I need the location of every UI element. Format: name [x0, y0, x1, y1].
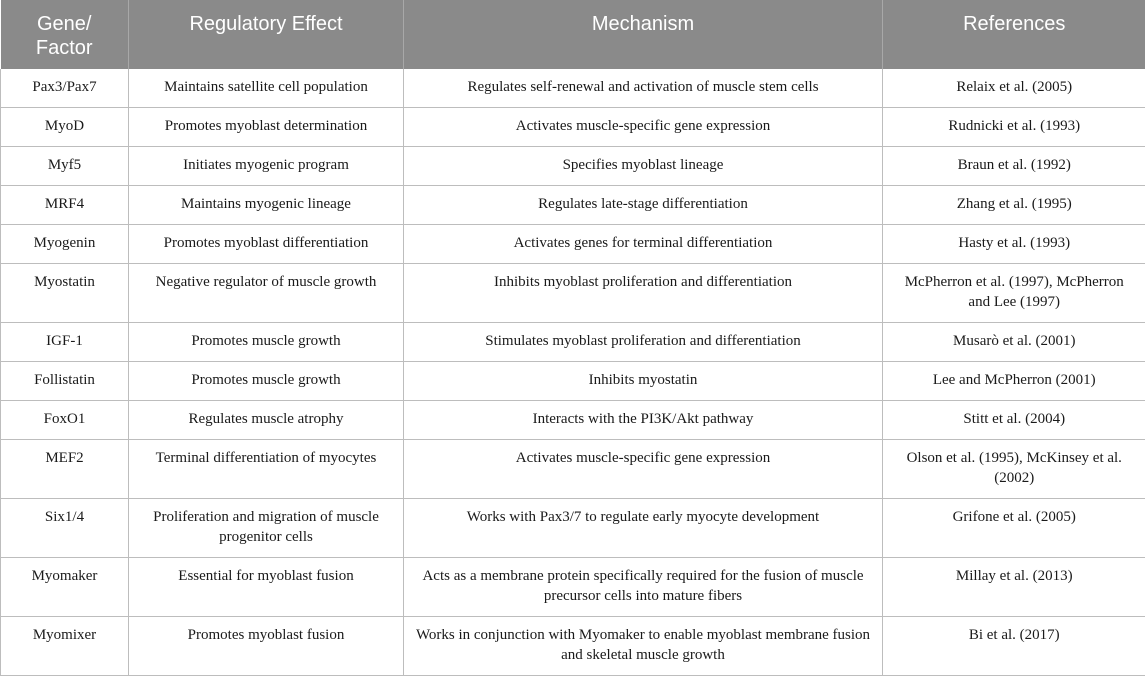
table-row: [1, 323, 1145, 362]
mechanism-cell: Activates genes for terminal differentiation: [404, 225, 883, 264]
references-cell: Rudnicki et al. (1993): [883, 108, 1145, 147]
header-references: References: [883, 0, 1145, 69]
table-row: [1, 108, 1145, 147]
gene-cell: Myostatin: [1, 264, 129, 323]
mechanism-cell: Acts as a membrane protein specifically required for the fusion of muscle precursor cells into mature fibers: [404, 558, 883, 617]
table-body: [1, 69, 1145, 676]
mechanism-cell: Regulates self-renewal and activation of muscle stem cells: [404, 69, 883, 108]
gene-cell: Pax3/Pax7: [1, 69, 129, 108]
effect-cell: Terminal differentiation of myocytes: [129, 440, 404, 499]
effect-cell: Maintains myogenic lineage: [129, 186, 404, 225]
gene-cell: IGF-1: [1, 323, 129, 362]
gene-cell: Follistatin: [1, 362, 129, 401]
gene-cell: MEF2: [1, 440, 129, 499]
table-row: [1, 264, 1145, 323]
mechanism-cell: Specifies myoblast lineage: [404, 147, 883, 186]
table-row: [1, 617, 1145, 676]
table-row: [1, 440, 1145, 499]
table-row: [1, 401, 1145, 440]
header-regulatory-effect: Regulatory Effect: [129, 0, 404, 69]
references-cell: Olson et al. (1995), McKinsey et al. (2002): [883, 440, 1145, 499]
mechanism-cell: Activates muscle-specific gene expression: [404, 440, 883, 499]
references-cell: Zhang et al. (1995): [883, 186, 1145, 225]
table-header: [1, 0, 1145, 69]
mechanism-cell: Works in conjunction with Myomaker to enable myoblast membrane fusion and skeletal muscle growth: [404, 617, 883, 676]
effect-cell: Regulates muscle atrophy: [129, 401, 404, 440]
effect-cell: Maintains satellite cell population: [129, 69, 404, 108]
gene-cell: Myomaker: [1, 558, 129, 617]
effect-cell: Promotes myoblast determination: [129, 108, 404, 147]
header-gene-factor: Gene/ Factor: [1, 0, 129, 69]
header-row: [1, 0, 1145, 69]
effect-cell: Promotes myoblast differentiation: [129, 225, 404, 264]
references-cell: Millay et al. (2013): [883, 558, 1145, 617]
references-cell: Grifone et al. (2005): [883, 499, 1145, 558]
effect-cell: Promotes muscle growth: [129, 362, 404, 401]
gene-cell: Myf5: [1, 147, 129, 186]
gene-cell: Myogenin: [1, 225, 129, 264]
effect-cell: Negative regulator of muscle growth: [129, 264, 404, 323]
references-cell: Stitt et al. (2004): [883, 401, 1145, 440]
table-row: [1, 225, 1145, 264]
table-row: [1, 558, 1145, 617]
mechanism-cell: Inhibits myostatin: [404, 362, 883, 401]
references-cell: Lee and McPherron (2001): [883, 362, 1145, 401]
gene-cell: Myomixer: [1, 617, 129, 676]
effect-cell: Initiates myogenic program: [129, 147, 404, 186]
table-row: [1, 499, 1145, 558]
gene-cell: FoxO1: [1, 401, 129, 440]
table-row: [1, 69, 1145, 108]
references-cell: Musarò et al. (2001): [883, 323, 1145, 362]
effect-cell: Promotes muscle growth: [129, 323, 404, 362]
mechanism-cell: Activates muscle-specific gene expression: [404, 108, 883, 147]
references-cell: Hasty et al. (1993): [883, 225, 1145, 264]
effect-cell: Proliferation and migration of muscle progenitor cells: [129, 499, 404, 558]
table-row: [1, 186, 1145, 225]
references-cell: Braun et al. (1992): [883, 147, 1145, 186]
references-cell: Relaix et al. (2005): [883, 69, 1145, 108]
effect-cell: Essential for myoblast fusion: [129, 558, 404, 617]
mechanism-cell: Interacts with the PI3K/Akt pathway: [404, 401, 883, 440]
header-mechanism: Mechanism: [404, 0, 883, 69]
effect-cell: Promotes myoblast fusion: [129, 617, 404, 676]
mechanism-cell: Inhibits myoblast proliferation and differentiation: [404, 264, 883, 323]
gene-cell: MyoD: [1, 108, 129, 147]
mechanism-cell: Stimulates myoblast proliferation and differentiation: [404, 323, 883, 362]
mechanism-cell: Works with Pax3/7 to regulate early myocyte development: [404, 499, 883, 558]
references-cell: Bi et al. (2017): [883, 617, 1145, 676]
gene-cell: Six1/4: [1, 499, 129, 558]
mechanism-cell: Regulates late-stage differentiation: [404, 186, 883, 225]
table-row: [1, 362, 1145, 401]
table-row: [1, 147, 1145, 186]
references-cell: McPherron et al. (1997), McPherron and Lee (1997): [883, 264, 1145, 323]
gene-cell: MRF4: [1, 186, 129, 225]
